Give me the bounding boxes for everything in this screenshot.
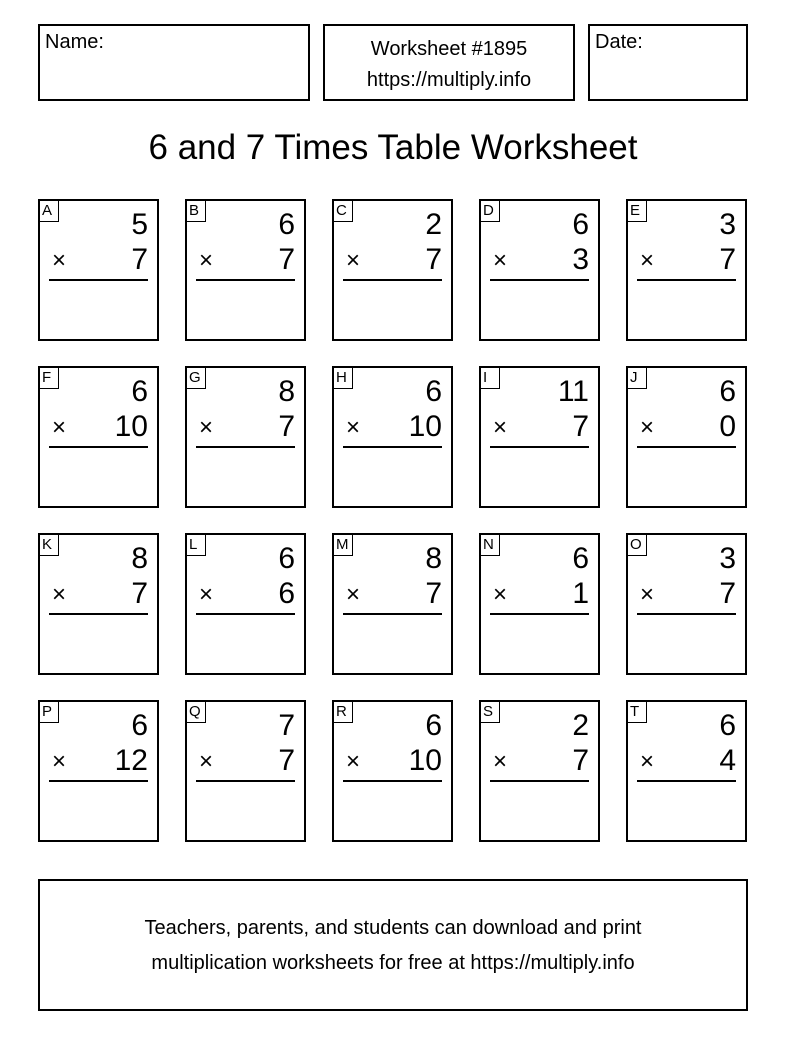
times-sign: ×	[493, 414, 508, 441]
answer-line	[196, 613, 295, 615]
problem-letter: B	[185, 199, 206, 222]
problem-letter: C	[332, 199, 353, 222]
problem-letter: A	[38, 199, 59, 222]
problem-g	[185, 366, 306, 508]
answer-line	[490, 446, 589, 448]
problem-i	[479, 366, 600, 508]
times-sign: ×	[346, 414, 361, 441]
answer-line	[196, 780, 295, 782]
multiplier: 10	[408, 744, 442, 777]
problem-letter: N	[479, 533, 500, 556]
answer-line	[196, 446, 295, 448]
footer-line-1: Teachers, parents, and students can download and print	[144, 917, 642, 939]
multiplier: 3	[572, 243, 589, 276]
problem-letter: G	[185, 366, 206, 389]
times-sign: ×	[199, 247, 214, 274]
multiplicand: 6	[425, 375, 442, 408]
problem-letter: L	[185, 533, 206, 556]
answer-line	[343, 279, 442, 281]
times-sign: ×	[346, 247, 361, 274]
problem-q	[185, 700, 306, 842]
problem-letter: H	[332, 366, 353, 389]
multiplier: 7	[719, 243, 736, 276]
problem-p	[38, 700, 159, 842]
times-sign: ×	[52, 748, 67, 775]
footer-text	[40, 911, 746, 981]
worksheet-number: Worksheet #1895	[370, 38, 528, 60]
worksheet-url: https://multiply.info	[366, 69, 532, 91]
problem-o	[626, 533, 747, 675]
answer-line	[196, 279, 295, 281]
name-box	[38, 24, 310, 101]
answer-line	[343, 613, 442, 615]
page-title: 6 and 7 Times Table Worksheet	[148, 128, 638, 167]
times-sign: ×	[640, 748, 655, 775]
times-sign: ×	[493, 247, 508, 274]
multiplier: 4	[719, 744, 736, 777]
multiplier: 7	[278, 243, 295, 276]
problem-letter: K	[38, 533, 59, 556]
times-sign: ×	[640, 581, 655, 608]
times-sign: ×	[346, 581, 361, 608]
multiplicand: 6	[131, 709, 148, 742]
answer-line	[49, 613, 148, 615]
answer-line	[343, 780, 442, 782]
problem-grid	[38, 199, 748, 842]
problem-letter: E	[626, 199, 647, 222]
answer-line	[343, 446, 442, 448]
multiplicand: 6	[719, 709, 736, 742]
multiplicand: 6	[278, 542, 295, 575]
answer-line	[490, 613, 589, 615]
answer-line	[637, 613, 736, 615]
times-sign: ×	[199, 581, 214, 608]
date-label: Date:	[595, 31, 643, 53]
times-sign: ×	[199, 414, 214, 441]
name-label: Name:	[45, 31, 104, 53]
multiplier: 7	[425, 243, 442, 276]
multiplicand: 7	[278, 709, 295, 742]
problem-letter: F	[38, 366, 59, 389]
problem-letter: M	[332, 533, 353, 556]
multiplier: 12	[114, 744, 148, 777]
multiplicand: 6	[572, 542, 589, 575]
answer-line	[637, 279, 736, 281]
multiplicand: 11	[557, 375, 589, 408]
multiplier: 7	[278, 410, 295, 443]
times-sign: ×	[493, 581, 508, 608]
times-sign: ×	[52, 247, 67, 274]
multiplier: 10	[408, 410, 442, 443]
multiplier: 7	[572, 410, 589, 443]
problem-letter: O	[626, 533, 647, 556]
date-box	[588, 24, 748, 101]
footer-box	[38, 879, 748, 1011]
problem-d	[479, 199, 600, 341]
multiplier: 0	[719, 410, 736, 443]
answer-line	[637, 780, 736, 782]
worksheet-info-box	[323, 24, 575, 101]
multiplier: 7	[278, 744, 295, 777]
multiplier: 7	[572, 744, 589, 777]
footer-line-2: multiplication worksheets for free at https://multiply.info	[151, 952, 635, 974]
problem-j	[626, 366, 747, 508]
problem-f	[38, 366, 159, 508]
answer-line	[49, 446, 148, 448]
times-sign: ×	[52, 581, 67, 608]
answer-line	[49, 780, 148, 782]
problem-letter: S	[479, 700, 500, 723]
problem-e	[626, 199, 747, 341]
problem-m	[332, 533, 453, 675]
multiplicand: 8	[131, 542, 148, 575]
multiplicand: 2	[572, 709, 589, 742]
problem-letter: D	[479, 199, 500, 222]
problem-a	[38, 199, 159, 341]
multiplicand: 6	[131, 375, 148, 408]
problem-b	[185, 199, 306, 341]
times-sign: ×	[493, 748, 508, 775]
times-sign: ×	[346, 748, 361, 775]
answer-line	[49, 279, 148, 281]
multiplier: 7	[131, 577, 148, 610]
answer-line	[637, 446, 736, 448]
problem-letter: T	[626, 700, 647, 723]
problem-l	[185, 533, 306, 675]
problem-r	[332, 700, 453, 842]
times-sign: ×	[640, 247, 655, 274]
multiplicand: 3	[719, 542, 736, 575]
multiplier: 7	[425, 577, 442, 610]
problem-t	[626, 700, 747, 842]
problem-h	[332, 366, 453, 508]
multiplier: 1	[572, 577, 589, 610]
multiplier: 10	[114, 410, 148, 443]
problem-c	[332, 199, 453, 341]
problem-k	[38, 533, 159, 675]
answer-line	[490, 780, 589, 782]
multiplicand: 5	[131, 208, 148, 241]
problem-letter: Q	[185, 700, 206, 723]
problem-n	[479, 533, 600, 675]
answer-line	[490, 279, 589, 281]
times-sign: ×	[199, 748, 214, 775]
problem-letter: J	[626, 366, 647, 389]
multiplicand: 2	[425, 208, 442, 241]
multiplicand: 3	[719, 208, 736, 241]
multiplicand: 6	[278, 208, 295, 241]
multiplier: 6	[278, 577, 295, 610]
times-sign: ×	[52, 414, 67, 441]
multiplicand: 6	[425, 709, 442, 742]
multiplicand: 8	[278, 375, 295, 408]
multiplicand: 6	[719, 375, 736, 408]
multiplier: 7	[719, 577, 736, 610]
multiplicand: 6	[572, 208, 589, 241]
problem-letter: R	[332, 700, 353, 723]
multiplicand: 8	[425, 542, 442, 575]
problem-letter: P	[38, 700, 59, 723]
multiplier: 7	[131, 243, 148, 276]
times-sign: ×	[640, 414, 655, 441]
problem-s	[479, 700, 600, 842]
problem-letter: I	[479, 366, 500, 389]
